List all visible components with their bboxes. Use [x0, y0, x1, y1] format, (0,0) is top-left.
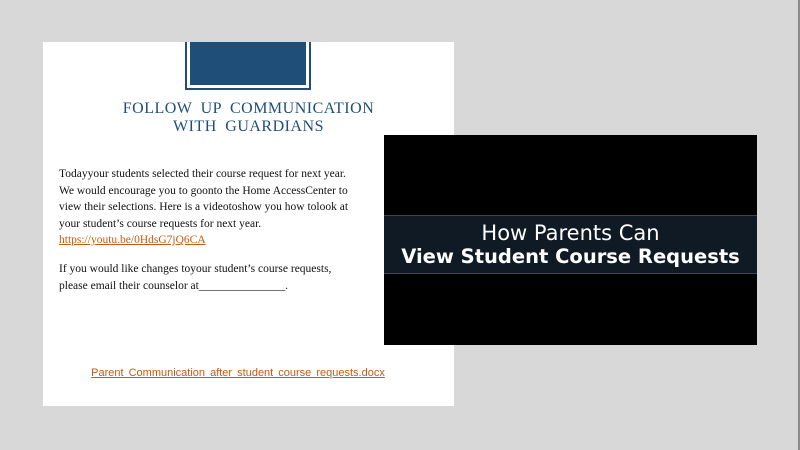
- video-thumbnail[interactable]: [384, 135, 757, 345]
- video-link[interactable]: https://youtu.be/0HdsG7jQ6CA: [59, 234, 206, 246]
- video-title-line1: How Parents Can: [481, 221, 660, 245]
- video-title-line2: View Student Course Requests: [401, 245, 740, 268]
- document-title: [43, 100, 454, 136]
- paragraph-contact-counselor: [59, 261, 359, 294]
- paragraph-course-request-text: Todayyour students selected their course request for next year. We would encourage you to goonto the Home AccessCenter to view their selections. Here is a videotoshow you how tolook at your student’s course requests for next year.: [59, 168, 349, 230]
- paragraph-contact-counselor-text: If you would like changes toyour student’s course requests, please email their counselor at_______________.: [59, 263, 332, 292]
- paragraph-course-request: [59, 166, 359, 249]
- video-title-banner: [384, 215, 757, 274]
- document-title-line1: FOLLOW UP COMMUNICATION: [122, 100, 375, 117]
- document-title-line2: WITH GUARDIANS: [173, 118, 324, 135]
- header-bar-fill: [190, 42, 306, 85]
- attachment-link[interactable]: Parent Communication after student course requests.docx: [91, 367, 385, 379]
- header-bar: [185, 42, 311, 90]
